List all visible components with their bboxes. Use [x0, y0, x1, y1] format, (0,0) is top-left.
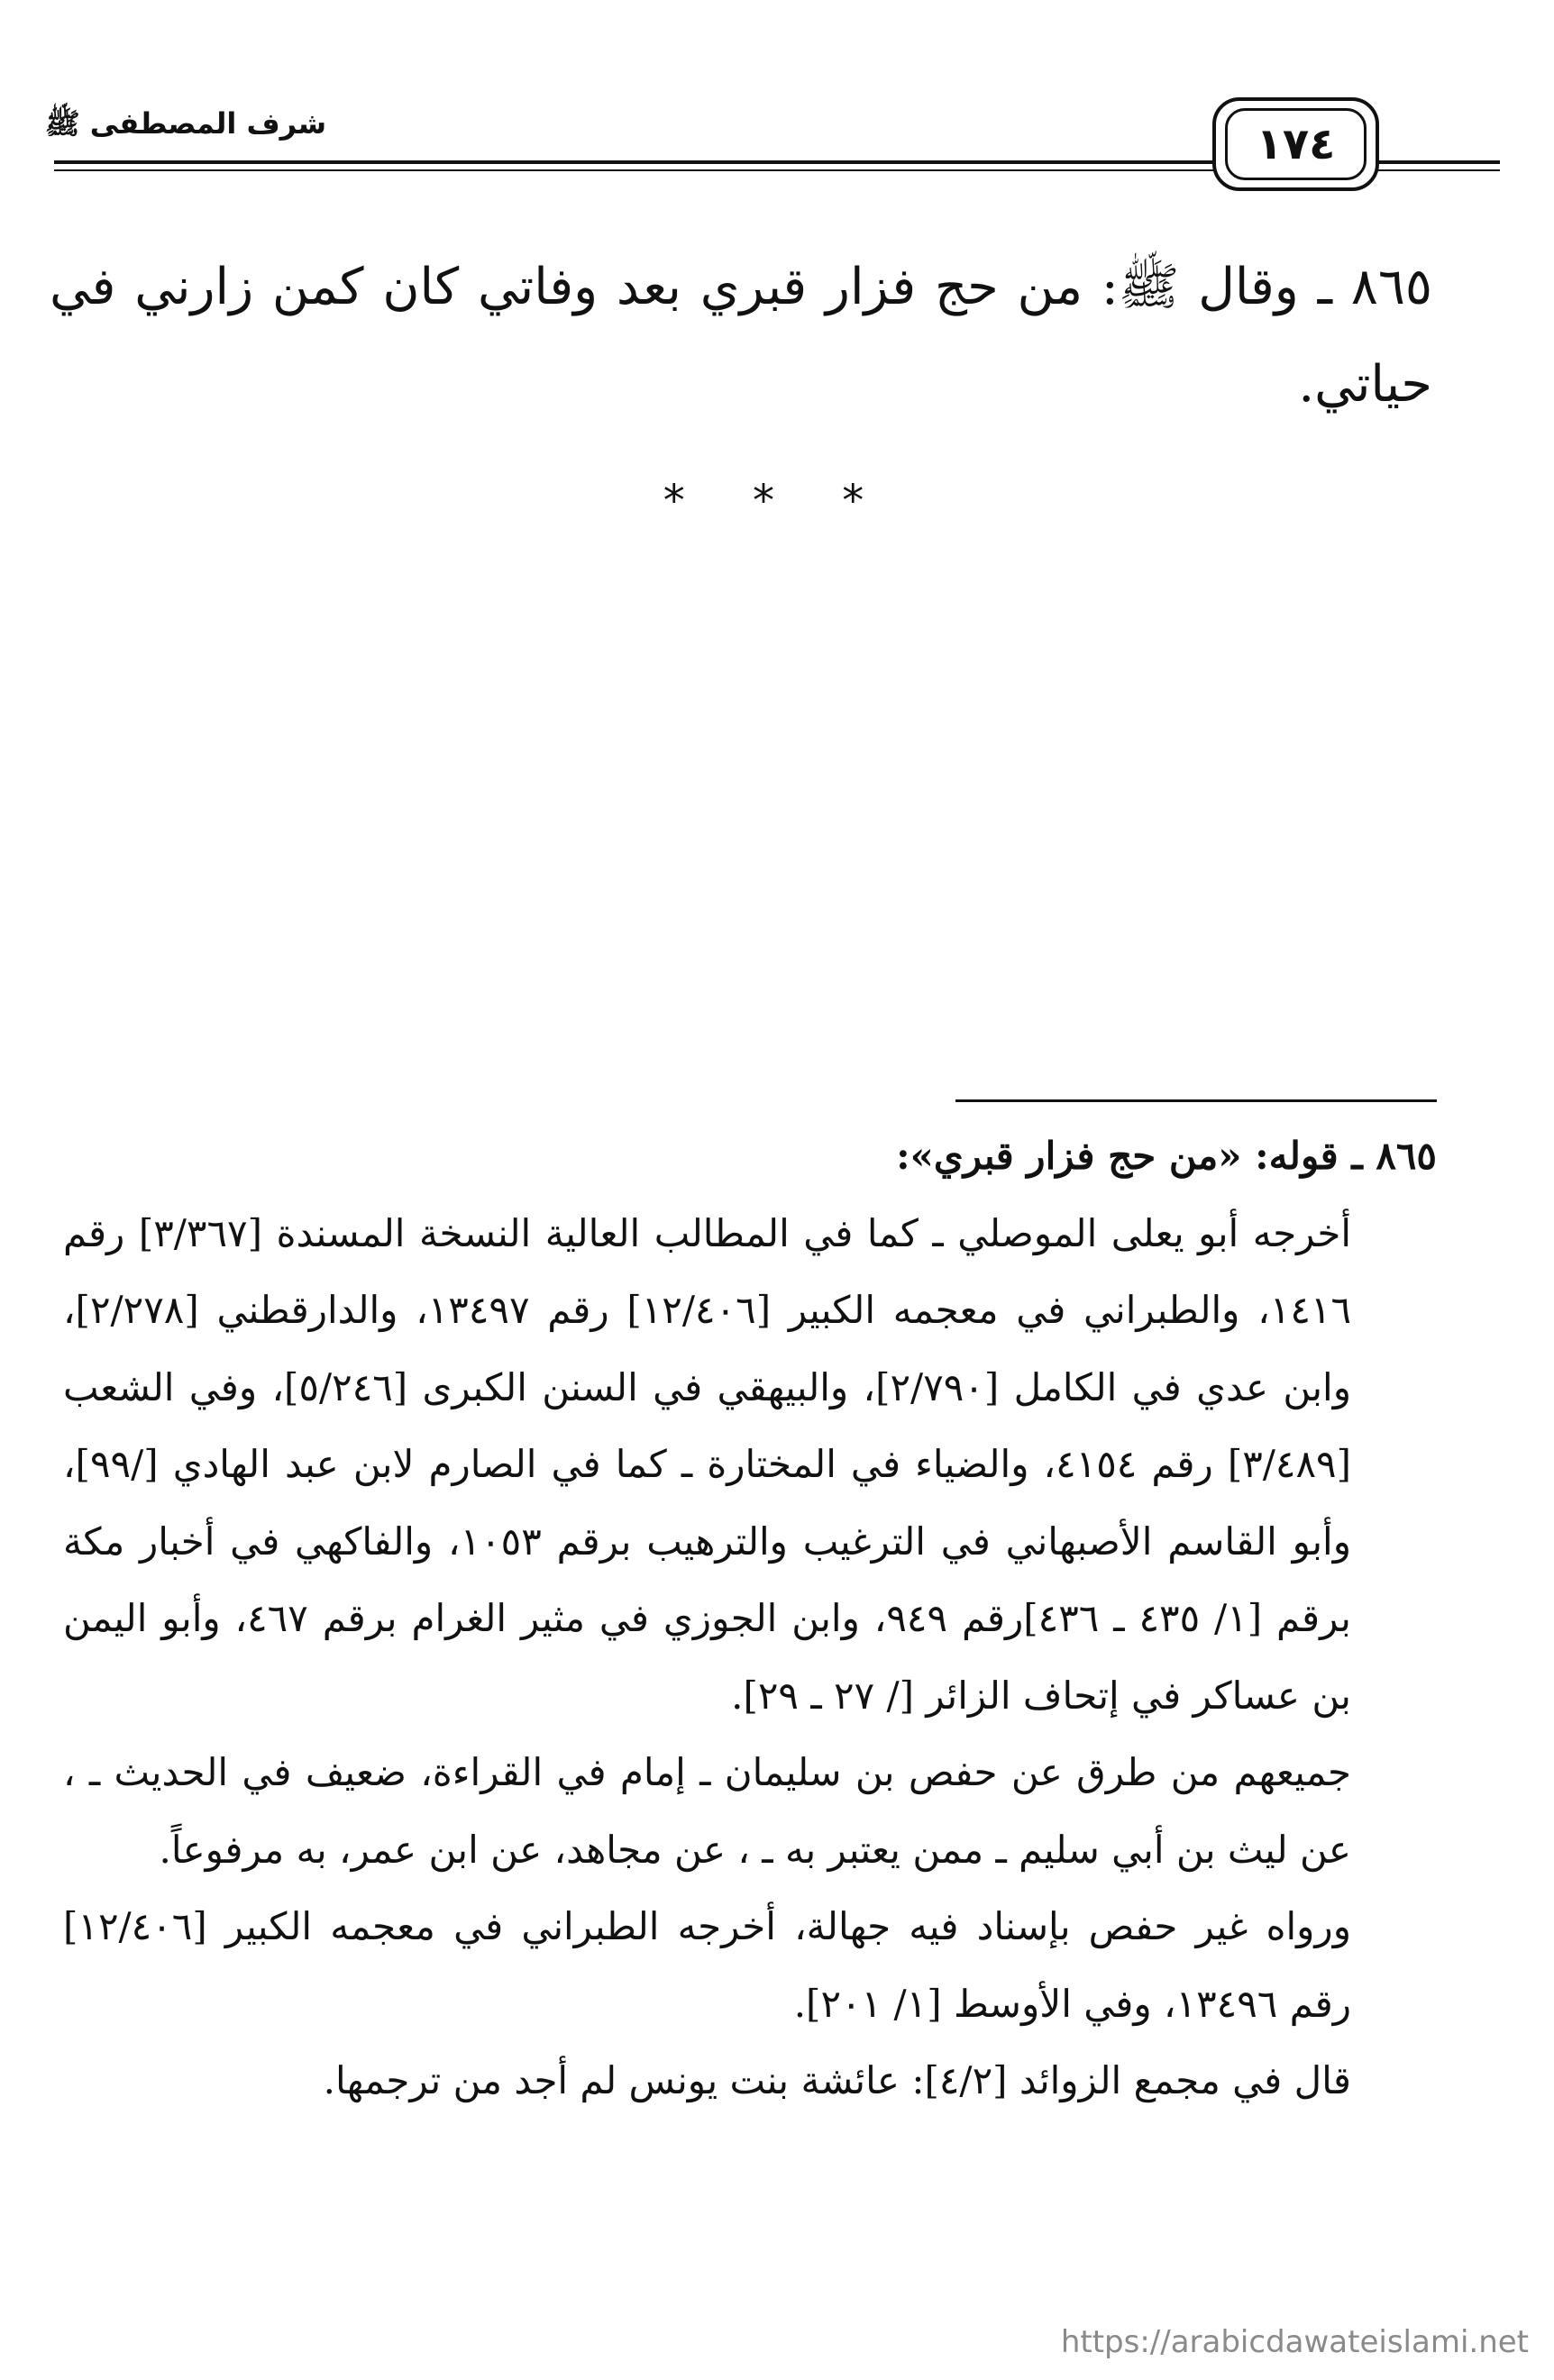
footnote-heading: ٨٦٥ ـ قوله: «من حج فزار قبري»:: [896, 1134, 1437, 1178]
header-rule-end: [1437, 160, 1500, 171]
page-number-frame: [1212, 97, 1379, 191]
footnote-paragraph: جميعهم من طرق عن حفص بن سليمان ـ إمام في القراءة، ضعيف في الحديث ـ ، عن ليث بن أبي سليم ـ ممن يعتبر به ـ ، عن مجاهد، عن ابن عمر، به مرفوعاً.: [63, 1750, 1351, 1872]
footnote-rule: [955, 1099, 1437, 1102]
footnote-paragraph: ورواه غير حفص بإسناد فيه جهالة، أخرجه الطبراني في معجمه الكبير [١٢/٤٠٦] رقم ١٣٤٩٦، وفي الأوسط [١/ ٢٠١].: [63, 1904, 1351, 2026]
running-title: شرف المصطفى ﷺ: [45, 106, 327, 141]
footnotes: [63, 1117, 1437, 2120]
footnote-paragraph: أخرجه أبو يعلى الموصلي ـ كما في المطالب العالية النسخة المسندة [٣/٣٦٧] رقم ١٤١٦، والطبراني في معجمه الكبير [١٢/٤٠٦] رقم ١٣٤٩٧، والدارقطني [٢/٢٧٨]، وابن عدي في الكامل [٢/٧٩٠]، والبيهقي في السنن الكبرى [٥/٢٤٦]، وفي الشعب [٣/٤٨٩] رقم ٤١٥٤، والضياء في المختارة ـ كما في الصارم لابن عبد الهادي [/٩٩]، وأبو القاسم الأصبهاني في الترغيب والترهيب برقم ١٠٥٣، والفاكهي في أخبار مكة برقم [١/ ٤٣٥ ـ ٤٣٦]رقم ٩٤٩، وابن الجوزي في مثير الغرام برقم ٤٦٧، وأبو اليمن بن عساكر في إتحاف الزائر [/ ٢٧ ـ ٢٩].: [63, 1210, 1351, 1718]
section-separator: * * *: [663, 476, 891, 526]
page-number: ١٧٤: [1225, 108, 1367, 180]
footnote-paragraph: قال في مجمع الزوائد [٤/٢]: عائشة بنت يونس لم أجد من ترجمها.: [323, 2058, 1351, 2102]
watermark-url: https://arabicdawateislami.net: [1060, 2324, 1529, 2360]
hadith-text: ٨٦٥ ـ وقال ﷺ: من حج فزار قبري بعد وفاتي كان كمن زارني في حياتي.: [50, 258, 1432, 414]
